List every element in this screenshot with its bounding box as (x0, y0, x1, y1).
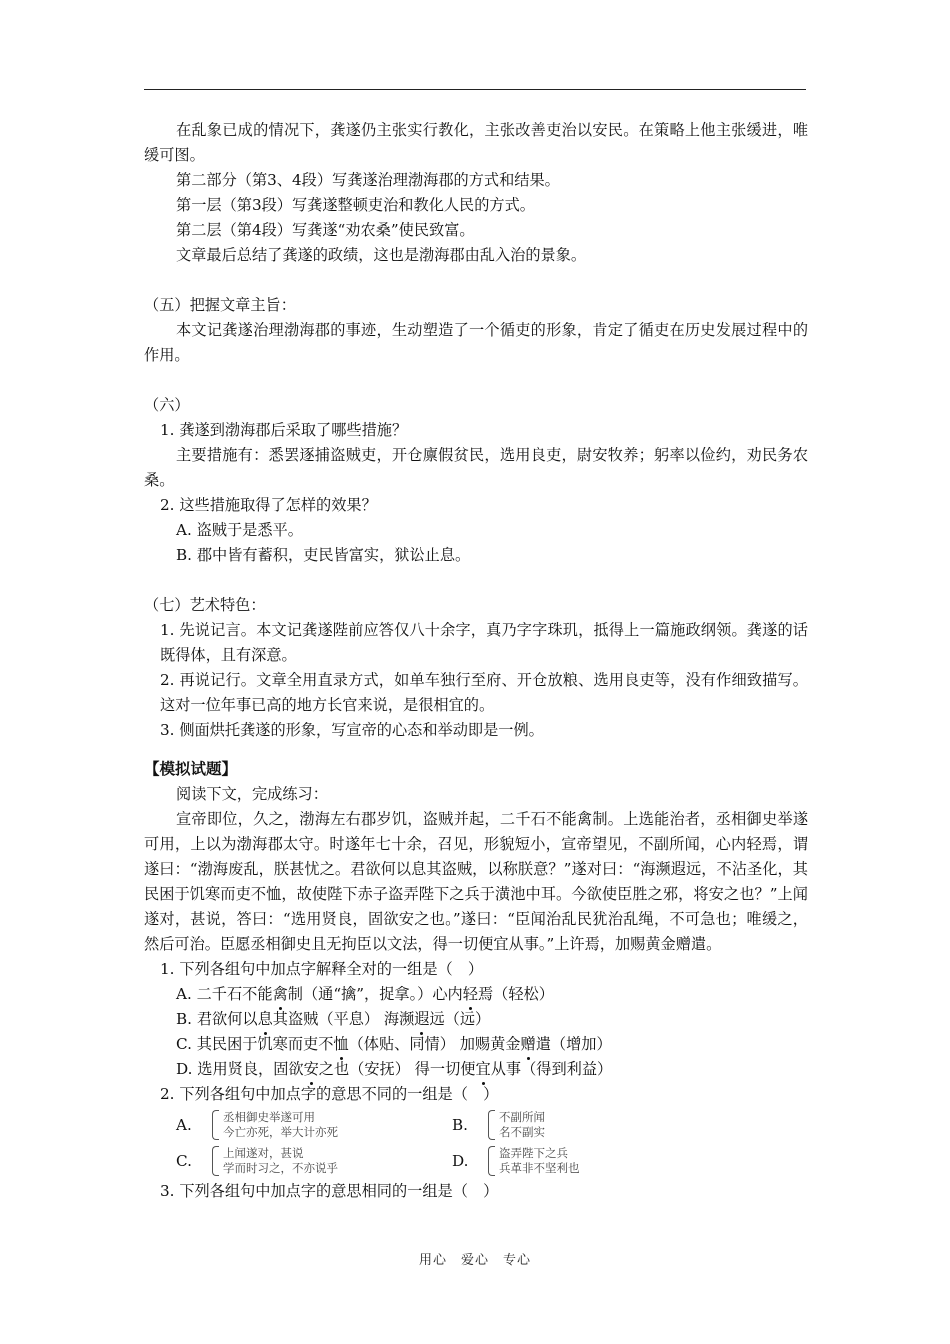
page-footer: 用心 爱心 专心 (418, 1253, 531, 1268)
option-a: A. 二千石不能禽制（通“擒”，捉拿。）心内轻焉（轻松） (144, 982, 808, 1007)
question: 1. 龚遂到渤海郡后采取了哪些措施？ (160, 421, 408, 439)
paragraph: 第二部分（第3、4段）写龚遂治理渤海郡的方式和结果。 (176, 171, 560, 189)
answer: 主要措施有：悉罢逐捕盗贼吏，开仓廪假贫民，选用良吏，尉安牧养；躬率以俭约，劝民务农桑。 (144, 446, 808, 489)
paragraph: 文章最后总结了龚遂的政绩，这也是渤海郡由乱入治的景象。 (176, 246, 587, 264)
option-row (144, 1107, 808, 1143)
section-title: （五）把握文章主旨： (144, 296, 296, 314)
option-row (144, 1143, 808, 1179)
header-rule (144, 89, 806, 90)
question: 2. 下列各组句中加点字的意思不同的一组是（ ） (160, 1085, 499, 1103)
option-b: B. 君欲何以息其盗贼（平息） 海濒遐远（远） (144, 1007, 808, 1032)
exam-passage: 宣帝即位，久之，渤海左右郡岁饥，盗贼并起，二千石不能禽制。上选能治者，丞相御史举遂可用，上以为渤海郡太守。时遂年七十余，召见，形貌短小，宣帝望见，不副所闻，心内轻焉，谓遂曰：“渤海废乱，朕甚忧之。君欲何以息其盗贼，以称朕意？”遂对曰：“海濒遐远，不沾圣化，其民困于饥寒而吏不恤，故使陛下赤子盗弄陛下之兵于潢池中耳。今欲使臣胜之邪，将安之也？”上闻遂对，甚说，答曰：“选用贤良，固欲安之也。”遂曰：“臣闻治乱民犹治乱绳，不可急也；唯缓之，然后可治。臣愿丞相御史且无拘臣以文法，得一切便宜从事。”上许焉，加赐黄金赠遣。 (144, 810, 808, 953)
question: 3. 下列各组句中加点字的意思相同的一组是（ ） (160, 1182, 499, 1200)
document-body (144, 118, 808, 1204)
option-c: C. 其民困于饥寒而吏不恤（体贴、同情） 加赐黄金赠遣（增加） (144, 1032, 808, 1057)
paragraph: 本文记龚遂治理渤海郡的事迹，生动塑造了一个循吏的形象，肯定了循吏在历史发展过程中的作用。 (144, 321, 808, 364)
list-item: 2. 再说记行。文章全用直录方式，如单车独行至府、开仓放粮、选用良吏等，没有作细致描写。这对一位年事已高的地方长官来说，是很相宜的。 (160, 671, 808, 714)
exam-intro: 阅读下文，完成练习： (176, 785, 328, 803)
section-title: （六） (144, 396, 190, 414)
paragraph: 第一层（第3段）写龚遂整顿吏治和教化人民的方式。 (176, 196, 535, 214)
answer: B. 郡中皆有蓄积，吏民皆富实，狱讼止息。 (176, 546, 471, 564)
option-a: A. 丞相御史举遂可用 今亡亦死，举大计亦死 (176, 1110, 338, 1139)
exam-heading: 【模拟试题】 (144, 760, 238, 778)
option-d: D. 盗弄陛下之兵 兵革非不坚利也 (452, 1146, 580, 1175)
question: 1. 下列各组句中加点字解释全对的一组是（ ） (160, 960, 484, 978)
answer: A. 盗贼于是悉平。 (176, 521, 303, 539)
section-title: （七）艺术特色： (144, 596, 266, 614)
option-d: D. 选用贤良，固欲安之也（安抚） 得一切便宜从事（得到利益） (144, 1057, 808, 1082)
option-b: B. 不副所闻 名不副实 (452, 1110, 545, 1139)
paragraph: 在乱象已成的情况下，龚遂仍主张实行教化，主张改善吏治以安民。在策略上他主张缓进，唯缓可图。 (144, 121, 808, 164)
list-item: 1. 先说记言。本文记龚遂陛前应答仅八十余字，真乃字字珠玑，抵得上一篇施政纲领。龚遂的话既得体，且有深意。 (160, 621, 808, 664)
option-c: C. 上闻遂对，甚说 学而时习之，不亦说乎 (176, 1146, 338, 1175)
question: 2. 这些措施取得了怎样的效果？ (160, 496, 377, 514)
list-item: 3. 侧面烘托龚遂的形象，写宣帝的心态和举动即是一例。 (160, 721, 544, 739)
paragraph: 第二层（第4段）写龚遂“劝农桑”使民致富。 (176, 221, 475, 239)
